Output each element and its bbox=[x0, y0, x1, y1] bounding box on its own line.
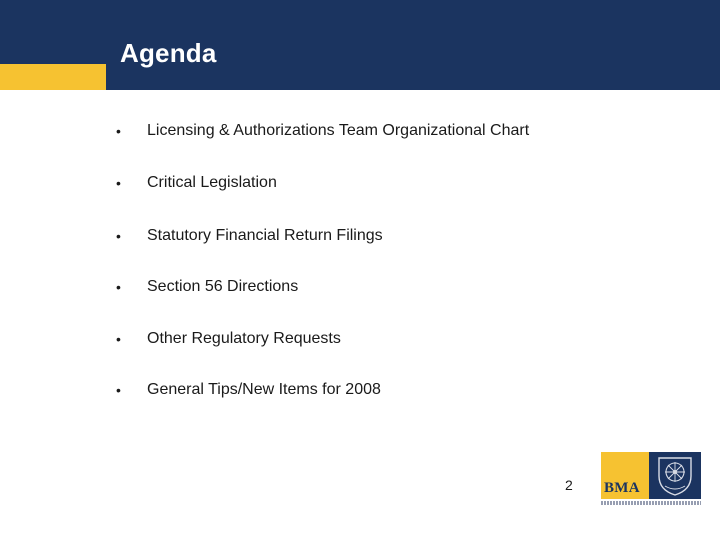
agenda-item bbox=[116, 120, 529, 142]
agenda-item bbox=[116, 379, 381, 401]
bullet-icon: • bbox=[116, 123, 121, 139]
agenda-item-text: Other Regulatory Requests bbox=[147, 330, 341, 347]
bullet-icon: • bbox=[116, 279, 121, 295]
agenda-item bbox=[116, 328, 341, 350]
page-number: 2 bbox=[565, 477, 573, 493]
agenda-item-text: Licensing & Authorizations Team Organizational Chart bbox=[147, 122, 530, 139]
bullet-icon: • bbox=[116, 382, 121, 398]
agenda-item-text: Section 56 Directions bbox=[147, 278, 299, 295]
logo-caption bbox=[601, 501, 701, 505]
agenda-item bbox=[116, 172, 277, 194]
logo-wordmark: BMA bbox=[604, 480, 640, 496]
logo-crest-panel bbox=[649, 452, 701, 499]
logo-gold-panel bbox=[601, 452, 649, 499]
bullet-icon: • bbox=[116, 175, 121, 191]
bma-logo bbox=[601, 452, 701, 508]
agenda-item-text: General Tips/New Items for 2008 bbox=[147, 381, 381, 398]
agenda-item-text: Critical Legislation bbox=[147, 174, 277, 191]
agenda-item bbox=[116, 225, 383, 247]
bullet-icon: • bbox=[116, 331, 121, 347]
agenda-item bbox=[116, 276, 298, 298]
bullet-icon: • bbox=[116, 228, 121, 244]
agenda-item-text: Statutory Financial Return Filings bbox=[147, 227, 383, 244]
crest-icon bbox=[649, 452, 701, 499]
slide-title: Agenda bbox=[120, 38, 217, 68]
